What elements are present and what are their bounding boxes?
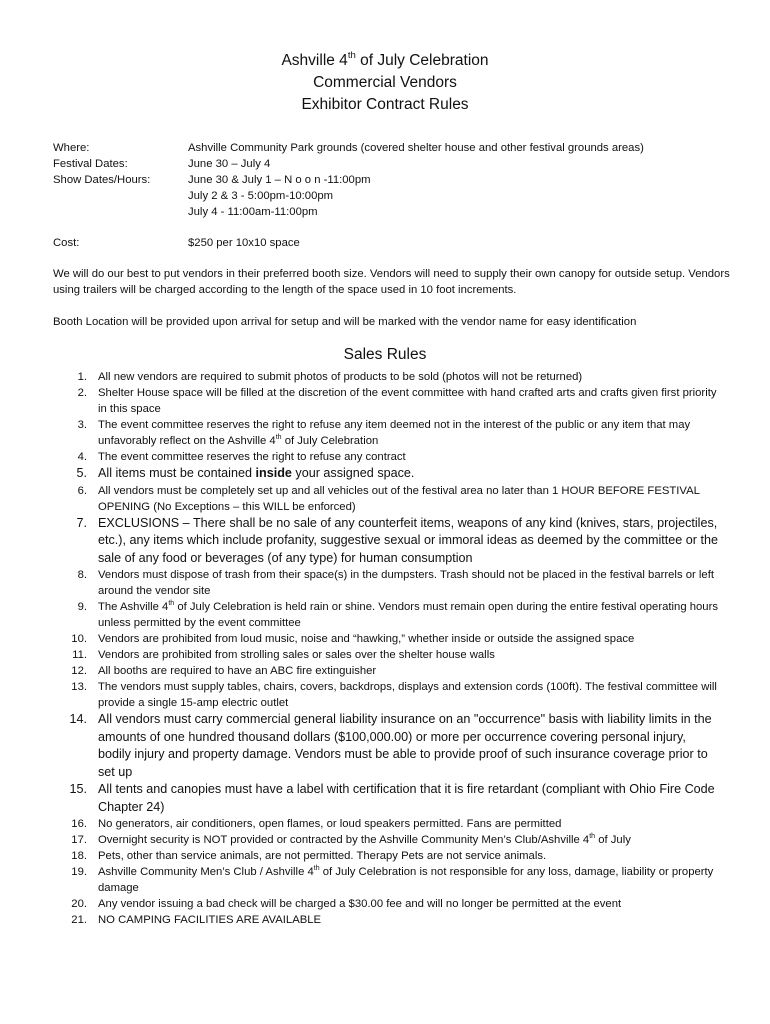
rule-number: 6. <box>77 484 87 497</box>
festival-dates-label: Festival Dates: <box>53 158 128 170</box>
show-dates-value-2: July 2 & 3 - 5:00pm-10:00pm <box>188 190 334 202</box>
rule-number: 15. <box>69 782 87 796</box>
rule-text: All booths are required to have an ABC fire extinguisher <box>98 665 377 677</box>
rule-superscript: th <box>275 433 282 441</box>
rule-number: 5. <box>76 466 87 480</box>
sales-rules-list <box>53 369 718 928</box>
rule-text: Any vendor issuing a bad check will be charged a $30.00 fee and will no longer be permitted at the event <box>98 898 622 910</box>
rule-number: 19. <box>71 866 87 878</box>
rule-item <box>53 848 718 864</box>
rule-text: Overnight security is NOT provided or contracted by the Ashville Community Men’s Club/Ashville 4 <box>98 834 590 846</box>
title-line-3: Exhibitor Contract Rules <box>301 96 469 113</box>
rule-text: All new vendors are required to submit photos of products to be sold (photos will not be returned) <box>98 371 583 383</box>
rule-item <box>53 711 718 781</box>
rule-item <box>53 483 718 515</box>
rule-text-end: of July Celebration <box>281 435 379 447</box>
rule-superscript: th <box>313 864 320 872</box>
show-dates-label: Show Dates/Hours: <box>53 174 151 186</box>
show-dates-value-1: June 30 & July 1 – N o o n -11:00pm <box>188 174 371 186</box>
rule-emphasis: inside <box>255 466 292 480</box>
rule-item <box>53 515 718 568</box>
booth-location-paragraph: Booth Location will be provided upon arrival for setup and will be marked with the vendor name for easy identification <box>53 316 637 328</box>
rule-text: All tents and canopies must have a label with certification that it is fire retardant (compliant with Ohio Fire Code Chapter 24) <box>98 782 715 814</box>
rule-text: Vendors must dispose of trash from their space(s) in the dumpsters. Trash should not be placed in the festival barrels or left around the vendor site <box>98 569 714 597</box>
rule-text-end: of July Celebration is not responsible for any loss, damage, liability or property damage <box>98 866 714 894</box>
rule-text-end: of July Celebration is held rain or shine. Vendors must remain open during the entire festival operating hours unless permitted by the event committee <box>98 601 718 629</box>
rule-text: All vendors must carry commercial general liability insurance on an "occurrence" basis with liability limits in the amounts of one hundred thousand dollars ($100,000.00) or more per occurrence covering personal injury, bodily injury and property damage. Vendors must be able to provide proof of such insurance coverage prior to set up <box>98 712 712 779</box>
rule-number: 14. <box>69 712 87 726</box>
rule-item <box>53 832 718 848</box>
booth-size-paragraph: We will do our best to put vendors in their preferred booth size. Vendors will need to supply their own canopy for outside setup. Vendors using trailers will be charged according to the length of the space used in 10 foot increments. <box>53 268 730 296</box>
rule-text: The Ashville 4 <box>98 601 169 613</box>
rule-text: The event committee reserves the right to refuse any item deemed not in the interest of the public or any item that may unfavorably reflect on the Ashville 4 <box>98 419 691 447</box>
rule-item <box>53 449 718 465</box>
rule-item <box>53 599 718 631</box>
rule-item <box>53 663 718 679</box>
rule-text: The event committee reserves the right to refuse any contract <box>98 451 406 463</box>
rule-number: 21. <box>71 914 87 926</box>
rule-number: 11. <box>72 649 87 661</box>
rule-text: The vendors must supply tables, chairs, covers, backdrops, displays and extension cords (100ft). The festival committee will provide a single 15-amp electric outlet <box>98 681 717 709</box>
sales-rules-heading: Sales Rules <box>343 346 427 363</box>
rule-number: 16. <box>71 818 87 830</box>
rule-item <box>53 679 718 711</box>
where-label: Where: <box>53 142 90 154</box>
show-dates-value-3: July 4 - 11:00am-11:00pm <box>188 206 318 218</box>
rule-text: No generators, air conditioners, open flames, or loud speakers permitted. Fans are permitted <box>98 818 562 830</box>
title-line-2: Commercial Vendors <box>313 74 457 91</box>
rule-item <box>53 385 718 417</box>
rule-superscript: th <box>589 832 596 840</box>
rule-text: All items must be contained <box>98 466 256 480</box>
rule-number: 18. <box>71 850 87 862</box>
cost-label: Cost: <box>53 237 80 249</box>
rule-number: 7. <box>76 515 87 530</box>
rule-text: Vendors are prohibited from loud music, noise and “hawking,” whether inside or outside the assigned space <box>98 633 635 645</box>
rule-item <box>53 647 718 663</box>
festival-dates-value: June 30 – July 4 <box>188 158 271 170</box>
rule-item <box>53 369 718 385</box>
rule-number: 3. <box>77 419 87 431</box>
rule-number: 2. <box>77 387 87 399</box>
rule-number: 8. <box>77 569 87 581</box>
title-superscript: th <box>347 49 356 61</box>
rule-text-end: of July <box>595 834 631 846</box>
rule-number: 20. <box>71 898 87 910</box>
rule-number: 13. <box>71 681 87 693</box>
rule-text: Pets, other than service animals, are not permitted. Therapy Pets are not service animals. <box>98 850 547 862</box>
rule-text: EXCLUSIONS – There shall be no sale of any counterfeit items, weapons of any kind (knives, stars, projectiles, etc.), any items which include profanity, suggestive sexual or immoral ideas as deemed by the committee or the sale of any food or beverages (of any type) for human consumption <box>98 515 718 565</box>
rule-text: Vendors are prohibited from strolling sales or sales over the shelter house walls <box>98 649 495 661</box>
title-suffix: of July Celebration <box>355 52 489 69</box>
cost-value: $250 per 10x10 space <box>188 237 300 249</box>
rule-item <box>53 912 718 928</box>
rule-item <box>53 567 718 599</box>
rule-number: 4. <box>77 451 87 463</box>
rule-item <box>53 781 718 816</box>
rule-text: NO CAMPING FACILITIES ARE AVAILABLE <box>98 914 322 926</box>
rule-number: 1. <box>77 371 87 383</box>
rule-text: Ashville Community Men’s Club / Ashville 4 <box>98 866 314 878</box>
rule-item <box>53 417 718 449</box>
document-title <box>0 50 770 116</box>
rule-superscript: th <box>168 599 175 607</box>
rule-item <box>53 864 718 896</box>
rule-number: 17. <box>71 834 87 846</box>
title-line-1 <box>0 50 770 72</box>
where-value: Ashville Community Park grounds (covered shelter house and other festival grounds areas) <box>188 142 644 154</box>
rule-item <box>53 465 718 483</box>
rule-number: 12. <box>71 665 87 677</box>
rule-number: 10. <box>71 633 87 645</box>
rule-item <box>53 816 718 832</box>
rule-text: All vendors must be completely set up and all vehicles out of the festival area no later than 1 HOUR BEFORE FESTIVAL OPENING (No Exceptions – this WILL be enforced) <box>98 484 700 513</box>
rule-text: Shelter House space will be filled at the discretion of the event committee with hand crafted arts and crafts given first priority in this space <box>98 387 717 415</box>
rule-number: 9. <box>77 601 87 613</box>
rule-item <box>53 896 718 912</box>
rule-text-end: your assigned space. <box>291 466 415 480</box>
rule-item <box>53 631 718 647</box>
title-prefix: Ashville 4 <box>281 52 348 69</box>
